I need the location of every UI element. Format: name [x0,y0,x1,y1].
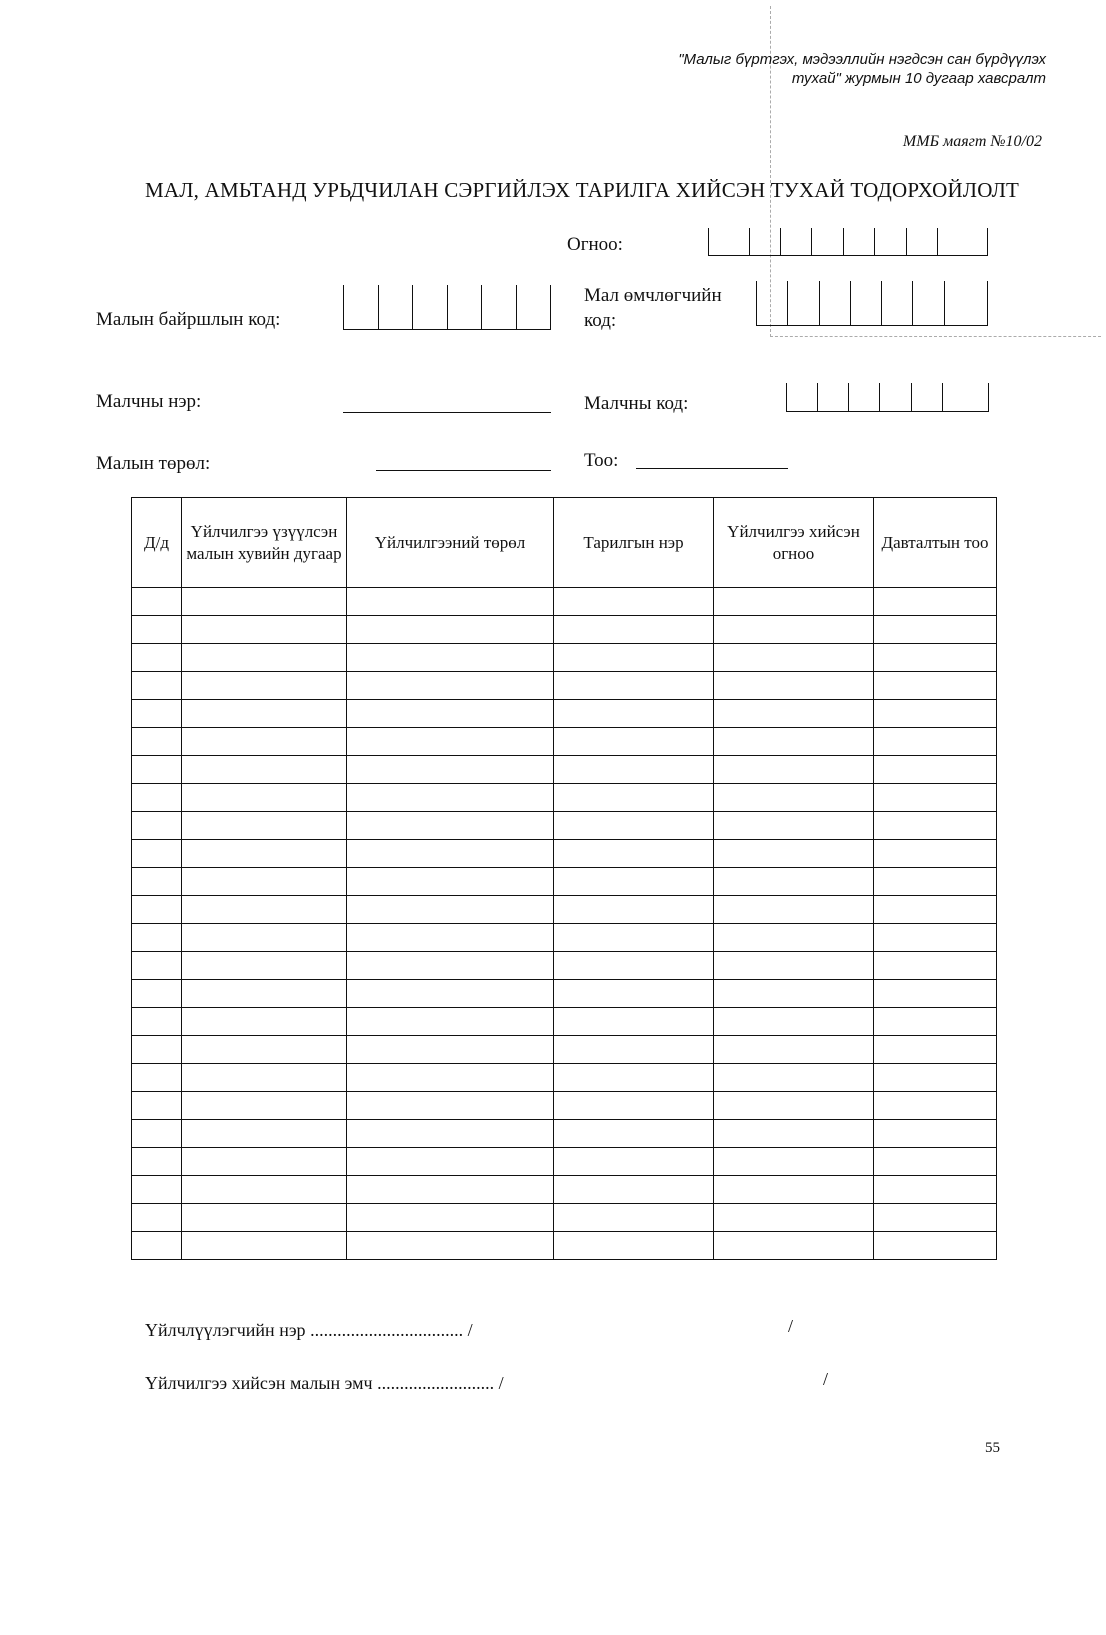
client-signature-line [145,1320,473,1341]
table-cell[interactable] [554,728,714,756]
table-cell[interactable] [874,868,997,896]
table-cell[interactable] [714,1008,874,1036]
col-header-vaccine-name: Тарилгын нэр [554,498,714,588]
table-cell[interactable] [874,728,997,756]
vet-signature-line [145,1373,504,1394]
table-body [132,588,997,1260]
table-cell[interactable] [874,980,997,1008]
table-cell[interactable] [874,952,997,980]
date-label: Огноо: [567,234,623,255]
table-cell[interactable] [714,756,874,784]
table-cell[interactable] [132,756,182,784]
table-row [132,784,997,812]
table-cell[interactable] [182,1232,347,1260]
table-cell[interactable] [347,1036,554,1064]
table-row [132,952,997,980]
table-cell[interactable] [714,588,874,616]
table-cell[interactable] [874,1148,997,1176]
table-cell[interactable] [714,1204,874,1232]
table-row [132,672,997,700]
table-cell[interactable] [874,1232,997,1260]
table-cell[interactable] [554,756,714,784]
table-row [132,980,997,1008]
table-cell[interactable] [347,700,554,728]
table-cell[interactable] [182,1148,347,1176]
table-cell[interactable] [554,616,714,644]
table-cell[interactable] [347,588,554,616]
table-cell[interactable] [554,1064,714,1092]
table-cell[interactable] [132,700,182,728]
table-cell[interactable] [554,700,714,728]
table-cell[interactable] [554,1008,714,1036]
table-cell[interactable] [132,1036,182,1064]
table-cell[interactable] [714,700,874,728]
table-cell[interactable] [182,644,347,672]
table-cell[interactable] [132,896,182,924]
table-cell[interactable] [874,1008,997,1036]
table-cell[interactable] [714,728,874,756]
table-cell[interactable] [554,812,714,840]
annex-line-2: тухай" журмын 10 дугаар хавсралт [791,70,1046,87]
table-cell[interactable] [874,896,997,924]
table-cell[interactable] [554,1036,714,1064]
table-cell[interactable] [132,784,182,812]
table-cell[interactable] [182,952,347,980]
table-cell[interactable] [132,1148,182,1176]
table-cell[interactable] [347,980,554,1008]
table-cell[interactable] [714,1036,874,1064]
table-cell[interactable] [132,1064,182,1092]
location-code-label: Малын байршлын код: [96,309,281,330]
table-header-row [132,498,997,588]
table-cell[interactable] [182,1008,347,1036]
table-cell[interactable] [554,924,714,952]
client-slash-right: / [788,1316,794,1336]
table-cell[interactable] [714,672,874,700]
client-name-label: Үйлчлүүлэгчийн нэр [145,1320,306,1340]
table-cell[interactable] [132,588,182,616]
table-row [132,812,997,840]
table-row [132,700,997,728]
client-slash-left: / [467,1320,473,1340]
vet-slash-right: / [823,1369,829,1389]
table-cell[interactable] [554,1204,714,1232]
table-cell[interactable] [182,616,347,644]
table-cell[interactable] [714,1120,874,1148]
vet-slash-left: / [498,1373,504,1393]
table-cell[interactable] [347,756,554,784]
table-cell[interactable] [182,980,347,1008]
table-cell[interactable] [182,1120,347,1148]
herder-name-field[interactable] [343,412,551,413]
table-cell[interactable] [874,812,997,840]
table-cell[interactable] [182,924,347,952]
table-row [132,1176,997,1204]
table-cell[interactable] [347,840,554,868]
col-header-animal-id: Үйлчилгээ үзүүлсэн малын хувийн дугаар [182,498,347,588]
table-cell[interactable] [714,784,874,812]
table-row [132,1064,997,1092]
table-row [132,1232,997,1260]
client-name-field[interactable]: .................................. [310,1320,464,1340]
table-row [132,1120,997,1148]
table-cell[interactable] [554,980,714,1008]
table-cell[interactable] [347,1064,554,1092]
herder-code-label: Малчны код: [584,393,689,414]
table-cell[interactable] [132,1008,182,1036]
table-cell[interactable] [874,1036,997,1064]
table-cell[interactable] [132,812,182,840]
table-cell[interactable] [714,644,874,672]
table-cell[interactable] [347,1120,554,1148]
table-row [132,924,997,952]
livestock-type-label: Малын төрөл: [96,453,211,474]
table-cell[interactable] [132,672,182,700]
table-row [132,756,997,784]
table-cell[interactable] [554,784,714,812]
table-cell[interactable] [554,868,714,896]
table-cell[interactable] [132,868,182,896]
table-cell[interactable] [554,1092,714,1120]
table-cell[interactable] [874,840,997,868]
table-cell[interactable] [182,1092,347,1120]
annex-note [526,50,1046,88]
table-cell[interactable] [714,812,874,840]
table-row [132,840,997,868]
form-number: ММБ маягт №10/02 [902,133,1042,150]
table-cell[interactable] [182,896,347,924]
owner-code-label-line-2: код: [584,310,617,331]
table-cell[interactable] [554,1232,714,1260]
table-cell[interactable] [874,644,997,672]
table-row [132,644,997,672]
count-label: Тоо: [584,450,619,471]
table-cell[interactable] [874,924,997,952]
vet-name-label: Үйлчилгээ хийсэн малын эмч [145,1373,373,1393]
table-cell[interactable] [714,924,874,952]
vet-name-field[interactable]: .......................... [377,1373,495,1393]
table-cell[interactable] [874,1064,997,1092]
table-cell[interactable] [714,868,874,896]
table-cell[interactable] [874,588,997,616]
col-header-repeat-count: Давталтын тоо [874,498,997,588]
table-cell[interactable] [182,868,347,896]
owner-code-label [584,283,722,333]
table-cell[interactable] [347,672,554,700]
table-cell[interactable] [347,1176,554,1204]
table-cell[interactable] [554,840,714,868]
table-cell[interactable] [714,1148,874,1176]
table-cell[interactable] [874,616,997,644]
col-header-number: Д/д [132,498,182,588]
table-cell[interactable] [714,1176,874,1204]
table-cell[interactable] [347,1232,554,1260]
table-cell[interactable] [554,644,714,672]
table-cell[interactable] [182,728,347,756]
table-cell[interactable] [132,1120,182,1148]
table-cell[interactable] [182,756,347,784]
table-cell[interactable] [874,1092,997,1120]
table-row [132,1036,997,1064]
table-cell[interactable] [714,1064,874,1092]
table-cell[interactable] [182,1176,347,1204]
table-cell[interactable] [874,700,997,728]
table-row [132,1204,997,1232]
table-row [132,588,997,616]
document-title: МАЛ, АМЬТАНД УРЬДЧИЛАН СЭРГИЙЛЭХ ТАРИЛГА ХИЙСЭН ТУХАЙ ТОДОРХОЙЛОЛТ [145,178,1020,202]
table-cell[interactable] [182,1036,347,1064]
table-cell[interactable] [554,1148,714,1176]
col-header-service-date: Үйлчилгээ хийсэн огноо [714,498,874,588]
table-cell[interactable] [347,952,554,980]
table-row [132,728,997,756]
date-boxes[interactable] [708,228,988,256]
table-cell[interactable] [347,924,554,952]
table-cell[interactable] [132,1232,182,1260]
table-cell[interactable] [132,728,182,756]
table-row [132,1008,997,1036]
table-row [132,1092,997,1120]
owner-code-boxes[interactable] [756,281,988,326]
table-cell[interactable] [182,672,347,700]
vaccination-table [131,497,997,1260]
livestock-type-field[interactable] [376,470,551,471]
table-cell[interactable] [714,1092,874,1120]
table-cell[interactable] [714,1232,874,1260]
table-row [132,1148,997,1176]
table-cell[interactable] [714,952,874,980]
table-cell[interactable] [554,1176,714,1204]
annex-line-1: "Малыг бүртгэх, мэдээллийн нэгдсэн сан бүрдүүлэх [678,51,1046,68]
table-cell[interactable] [347,812,554,840]
table-cell[interactable] [347,616,554,644]
table-cell[interactable] [554,588,714,616]
table-cell[interactable] [554,952,714,980]
table-cell[interactable] [347,1148,554,1176]
count-field[interactable] [636,468,788,469]
table-cell[interactable] [132,840,182,868]
table-cell[interactable] [874,784,997,812]
table-cell[interactable] [132,1176,182,1204]
table-cell[interactable] [132,980,182,1008]
table-row [132,896,997,924]
table-cell[interactable] [347,1092,554,1120]
table-cell[interactable] [182,1204,347,1232]
owner-code-label-line-1: Мал өмчлөгчийн [584,285,722,306]
table-cell[interactable] [132,924,182,952]
table-cell[interactable] [347,896,554,924]
table-cell[interactable] [182,840,347,868]
table-cell[interactable] [554,672,714,700]
table-cell[interactable] [874,1120,997,1148]
table-cell[interactable] [347,1008,554,1036]
table-cell[interactable] [132,952,182,980]
table-cell[interactable] [132,1204,182,1232]
table-cell[interactable] [182,588,347,616]
table-cell[interactable] [874,672,997,700]
table-cell[interactable] [874,756,997,784]
table-cell[interactable] [714,896,874,924]
table-cell[interactable] [132,1092,182,1120]
table-cell[interactable] [554,1120,714,1148]
table-cell[interactable] [554,896,714,924]
table-cell[interactable] [347,1204,554,1232]
table-cell[interactable] [347,784,554,812]
table-cell[interactable] [347,728,554,756]
location-code-boxes[interactable] [343,285,551,330]
col-header-service-type: Үйлчилгээний төрөл [347,498,554,588]
table-cell[interactable] [874,1176,997,1204]
table-row [132,616,997,644]
page-number: 55 [985,1440,1000,1456]
table-cell[interactable] [182,700,347,728]
table-row [132,868,997,896]
herder-name-label: Малчны нэр: [96,391,202,412]
table-cell[interactable] [347,644,554,672]
table-cell[interactable] [714,980,874,1008]
table-cell[interactable] [347,868,554,896]
table-cell[interactable] [132,644,182,672]
table-cell[interactable] [182,1064,347,1092]
herder-code-boxes[interactable] [786,383,989,412]
table-cell[interactable] [182,812,347,840]
table-cell[interactable] [714,616,874,644]
table-cell[interactable] [132,616,182,644]
table-cell[interactable] [182,784,347,812]
table-cell[interactable] [714,840,874,868]
table-cell[interactable] [874,1204,997,1232]
